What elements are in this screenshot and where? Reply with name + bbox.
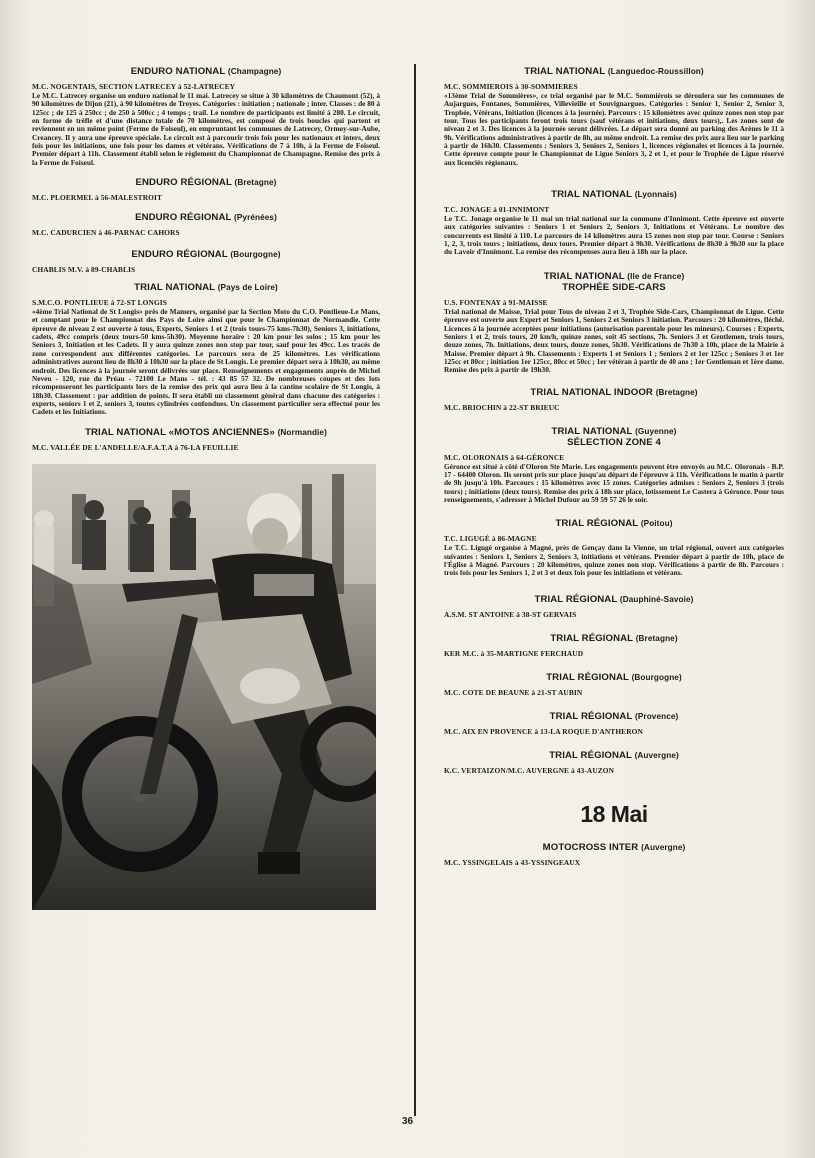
- trial-rider-photo: [32, 464, 376, 910]
- section-heading: [32, 212, 380, 223]
- section-heading: [32, 282, 380, 293]
- heading-title: TRIAL NATIONAL: [551, 425, 633, 437]
- heading-title: TRIAL NATIONAL INDOOR: [530, 386, 653, 398]
- event-trial-bourgogne: [444, 672, 784, 697]
- left-column: [32, 60, 380, 910]
- event-trial-dauphine: [444, 594, 784, 619]
- section-heading: [32, 66, 380, 77]
- heading-region: (Languedoc-Roussillon): [607, 67, 704, 76]
- heading-title: TRIAL RÉGIONAL: [546, 671, 629, 683]
- heading-region: (Dauphiné-Savoie): [619, 594, 694, 604]
- event-trial-pays-de-loire: [32, 282, 380, 416]
- section-heading: [444, 842, 784, 853]
- event-trial-auvergne: [444, 750, 784, 775]
- section-heading: [444, 750, 784, 761]
- event-enduro-bourgogne: [32, 249, 380, 274]
- event-trial-indoor-bretagne: [444, 387, 784, 412]
- club-name: M.C. BRIOCHIN à 22-ST BRIEUC: [444, 402, 560, 412]
- club-name: K.C. VERTAIZON/M.C. AUVERGNE à 43-AUZON: [444, 765, 615, 775]
- heading-region: (Ile de France): [627, 271, 685, 281]
- section-heading: [444, 271, 784, 293]
- heading-title: ENDURO RÉGIONAL: [131, 249, 228, 261]
- heading-region: (Bretagne): [655, 387, 698, 397]
- heading-region: (Lyonnais): [634, 190, 677, 200]
- event-trial-poitou: [444, 518, 784, 577]
- section-heading: [444, 711, 784, 722]
- club-name: U.S. FONTENAY à 91-MAISSE: [444, 297, 548, 307]
- event-description: Le M.C. Latrecey organise un enduro national le 11 mai. Latrecey se situe à 30 kilomètres de Chaumont (52), à 90 kilomètres de Dijon (21), à 90 kilomètres de Troyes. Catégories : initiation ; nationale ; inter. Classes : de 80 à 125cc ; de 125 à 250cc ; de 250 à 500cc ; 4 temps ; trail. Le nombre de participants est limité à 280. Le circuit, en forme de trèfle et d'une distance totale de 70 kilomètres, est composé de trois boucles qui partent et reviennent en un même point (Ferme de Foiseul), en empruntant les communes de Latrecey, Ormoy-sur-Aube, Creancey. Il y aura une épreuve spéciale. Le circuit est à parcourir trois fois pour les nationaux et inters, deux fois pour les initiations, une fois pour les dames et vétérans. Vérifications de 7 à 10h, à la Ferme de Foiseul. Premier départ à 11h. Classement établi selon le règlement du Championnat de Champagne. Remise des prix à la Ferme de Foiseul.: [32, 91, 380, 167]
- heading-subtitle: TROPHÉE SIDE-CARS: [562, 281, 666, 293]
- heading-region: (Bourgogne): [631, 672, 682, 682]
- club-name: M.C. CADURCIEN à 46-PARNAC CAHORS: [32, 228, 180, 238]
- event-trial-motos-anciennes: [32, 427, 380, 452]
- heading-region: (Bretagne): [234, 178, 277, 188]
- section-heading: [444, 594, 784, 605]
- heading-title: TRIAL RÉGIONAL: [549, 710, 633, 722]
- section-heading: [444, 518, 784, 529]
- event-enduro-bretagne: [32, 177, 380, 202]
- heading-region: (Champagne): [227, 67, 282, 76]
- heading-title: ENDURO RÉGIONAL: [135, 212, 232, 224]
- club-name: M.C. AIX EN PROVENCE à 13-LA ROQUE D'ANTHERON: [444, 726, 643, 736]
- event-enduro-pyrenees: [32, 212, 380, 237]
- right-column: [444, 60, 784, 873]
- heading-region: (Bretagne): [635, 633, 678, 643]
- heading-region: (Poitou): [640, 519, 673, 529]
- event-description: Le T.C. Jonage organise le 11 mai un trial national sur la commune d'Innimont. Cette épreuve est ouverte aux catégories suivantes : Seniors 1 et Seniors 2, Seniors 3, Initiations et Vétérans. Le nombre des concurrents est limité à 110. Le parcours de 14 kilomètres aura 15 zones non stop par tour. Course : Seniors 1, 2, 3, trois tours ; initiations, deux tours. Premier départ à 9h30. Vérifications de 8h30 à 9h30 sur la place du Lavoir d'Innimont. La remise des récompenses aura lieu à 18h sur la place.: [444, 214, 784, 257]
- heading-title: TRIAL NATIONAL: [551, 189, 632, 201]
- column-divider: [414, 64, 416, 1116]
- heading-region: (Guyenne): [635, 426, 677, 436]
- event-description: Trial national de Maisse, Trial pour Tous de niveau 2 et 3, Trophée Side-Cars, Championnat de Ligue. Cette épreuve est ouverte aux Expert et Seniors 1, Seniors 2 et Seniors 3 initiation. Parcours : 20 kilomètres, fléché. Licences à la journée acceptées pour initiations (autorisation parentale pour les mineurs). Courses : Experts, Seniors 1 et 2, trois tours, 20 km/h, quinze zones, soit 45 sections, 7h. Seniors 3 et Gentlemen, trois tours, douze zones, 7h. Initiations, deux tours, douze zones, 5h30. Vérifications de 7h30 à 10h, place de la Mairie à Maisse. Premier départ à 9h. Classements : Experts 1 et Seniors 1 ; Seniors 2 et 1er 125cc ; Seniors 3 et 1er 125cc et 80cc ; initiation 1er 125cc, 80cc et 50cc ; 1er vétéran à partir de 40 ans ; 1er Gentleman et 1ère dame. Remise des prix à partir de 19h30.: [444, 306, 784, 375]
- event-trial-languedoc: [444, 66, 784, 167]
- heading-region: (Auvergne): [641, 842, 686, 852]
- heading-region: (Provence): [635, 711, 679, 721]
- section-heading: [444, 387, 784, 398]
- event-enduro-champagne: [32, 66, 380, 167]
- heading-title: TRIAL NATIONAL: [543, 270, 625, 282]
- heading-region: (Auvergne): [634, 750, 679, 760]
- section-heading: [444, 66, 784, 77]
- event-description: Le T.C. Ligugé organise à Magné, près de Gençay dans la Vienne, un trial régional, ouvert aux catégories suivantes : Seniors 1, Seniors 2, Seniors 3, initiations et vétérans. Premier départ à partir de 10h, place de l'Église à Magné. Parcours : 20 kilomètres, quinze zones non stop. Vérifications à partir de 8h. Parcours : trois fois pour les Seniors 1, 2 et 3 et deux fois pour les initiations et vétérans.: [444, 543, 784, 578]
- photo-illustration: [32, 464, 376, 910]
- section-heading: [444, 633, 784, 644]
- club-name: M.C. COTE DE BEAUNE à 21-ST AUBIN: [444, 687, 583, 697]
- section-heading: [32, 249, 380, 260]
- club-name: CHABLIS M.V. à 89-CHABLIS: [32, 265, 136, 275]
- heading-title: ENDURO RÉGIONAL: [135, 177, 232, 189]
- event-description: «13ème Trial de Sommières», ce trial organisé par le M.C. Sommiérois se déroulera sur les communes de Aujargues, Fontanes, Sommières, Villevieille et Souvignargues. Catégories : Senior 1, Senior 2, Senior 3, Trophée, Vétérans, Initiation (licences à la journée). Parcours : 15 kilomètres avec quinze zones non stop par tour. Tous les participants feront trois tours (sauf vétérans et initiations, deux tours),. Les zones sont de niveau 2 et 3. Des licences à la journée seront délivrées. Le départ sera donné au parking des Arènes le 11 à 9h. Vérifications administratives à partir de 8h, au même endroit. La remise des prix aura lieu sur le parking à partir de 16h30. Classements : Seniors 3, Seniors 2, Seniors 1, licences régionales et licences à la journée. Cette épreuve compte pour le Championnat de Ligue Seniors 3, 2 et 1, et pour le Trophée de Ligue réservé aux licenciés régionaux.: [444, 91, 784, 167]
- heading-title: TRIAL RÉGIONAL: [549, 749, 632, 761]
- club-name: S.M.C.O. PONTLIEUE à 72-ST LONGIS: [32, 298, 167, 308]
- heading-subtitle: SÉLECTION ZONE 4: [567, 436, 661, 448]
- heading-title: TRIAL NATIONAL: [524, 66, 606, 77]
- club-name: T.C. LIGUGÉ à 86-MAGNE: [444, 534, 537, 544]
- section-heading: [444, 672, 784, 683]
- event-description: «4ème Trial National de St Longis» près de Mamers, organisé par la Section Moto du C.O. Pontlieue-Le Mans, et comptant pour le Championnat des Pays de Loire ainsi que pour le Championnat de Normandie. Cette épreuve de niveau 2 est ouverte à tous, Experts, Seniors 1 et 2 (trois tours-75 kms-7h30), Seniors 3, initiations, cadets, 49cc compris (deux tours-50 kms-5h30). Moyenne horaire : 20 km pour les solos ; 15 km pour les Seniors 3, Initiation et les Cadets. Il y aura quinze zones non stop par tour, sauf pour les 49cc. Les tracés de zone correspondent aux différentes catégories. Le parcours sera de 25 kilomètres. Les vérifications administratives auront lieu de 8h30 à 10h30 sur la place de St Longis. Le premier départ sera à 10h30, au même endroit. Des licences à la journée seront délivrées sur place. Renseignements et engagements auprès de Michel Neveu - 120, rue du Préau - 72100 Le Mans - tél. : 43 85 57 32. De nombreuses coupes et des lots récompenseront les participants lors de la remise des prix qui aura lieu à la cantine scolaire de St Longis, à 18h30. Classement : par addition de points. Il sera établi un classement général dans chacune des catégories : experts, seniors 1 et 2, seniors 3, toutes cylindrées confondues. Un classement particulier sera effectué pour les Cadets et les Initiations.: [32, 307, 380, 417]
- heading-region: (Normandie): [277, 427, 327, 437]
- section-heading: [444, 426, 784, 448]
- heading-title: MOTOCROSS INTER: [542, 841, 639, 853]
- event-trial-bretagne: [444, 633, 784, 658]
- heading-region: (Pyrénées): [234, 213, 277, 223]
- event-motocross-auvergne: [444, 842, 784, 867]
- section-heading: [32, 177, 380, 188]
- heading-region: (Pays de Loire): [217, 283, 278, 293]
- page-number: 36: [401, 1116, 414, 1127]
- club-name: KER M.C. à 35-MARTIGNE FERCHAUD: [444, 648, 584, 658]
- heading-region: (Bourgogne): [230, 250, 281, 260]
- club-name: T.C. JONAGE à 01-INNIMONT: [444, 205, 550, 215]
- club-name: M.C. YSSINGELAIS à 43-YSSINGEAUX: [444, 857, 581, 867]
- club-name: M.C. SOMMIEROIS à 30-SOMMIERES: [444, 82, 578, 91]
- club-name: M.C. VALLÉE DE L'ANDELLE/A.F.A.T.A à 76-LA FEUILLIE: [32, 442, 239, 452]
- event-trial-ile-de-france: [444, 271, 784, 375]
- heading-title: TRIAL RÉGIONAL: [534, 593, 618, 605]
- heading-title: ENDURO NATIONAL: [130, 66, 226, 77]
- section-heading: [444, 189, 784, 200]
- heading-title: TRIAL RÉGIONAL: [555, 518, 639, 530]
- heading-title: TRIAL NATIONAL «MOTOS ANCIENNES»: [85, 426, 275, 438]
- event-trial-guyenne: [444, 426, 784, 505]
- event-description: Géronce est situé à côté d'Oloron Ste Marie. Les engagements peuvent être envoyés au M.C. Oloronais - B.P. 17 - 64400 Oloron. Ils seront pris sur place jusqu'au départ de l'épreuve à 11h. Vérifications le matin à partir de 9h jusqu'à 10h. Parcours : 15 kilomètres avec 15 zones. Catégories admises : Seniors 2, Seniors 3 (trois tours) ; initiations (deux tours). Remise des prix à 18h sur place, lotissement Le Castera à Géronce. Pour tous renseignements, s'adresser à Michel Dufour au 59 59 57 26 le soir.: [444, 461, 784, 504]
- club-name: M.C. OLORONAIS à 64-GÉRONCE: [444, 452, 565, 462]
- club-name: M.C. PLOERMEL à 56-MALESTROIT: [32, 193, 162, 203]
- event-trial-lyonnais: [444, 189, 784, 257]
- club-name: A.S.M. ST ANTOINE à 38-ST GERVAIS: [444, 609, 577, 619]
- section-heading: [32, 427, 380, 438]
- event-trial-provence: [444, 711, 784, 736]
- date-heading: 18 Mai: [580, 800, 648, 827]
- heading-title: TRIAL NATIONAL: [134, 282, 215, 294]
- heading-title: TRIAL RÉGIONAL: [550, 632, 633, 644]
- club-name: M.C. NOGENTAIS, SECTION LATRECEY à 52-LATRECEY: [32, 82, 236, 91]
